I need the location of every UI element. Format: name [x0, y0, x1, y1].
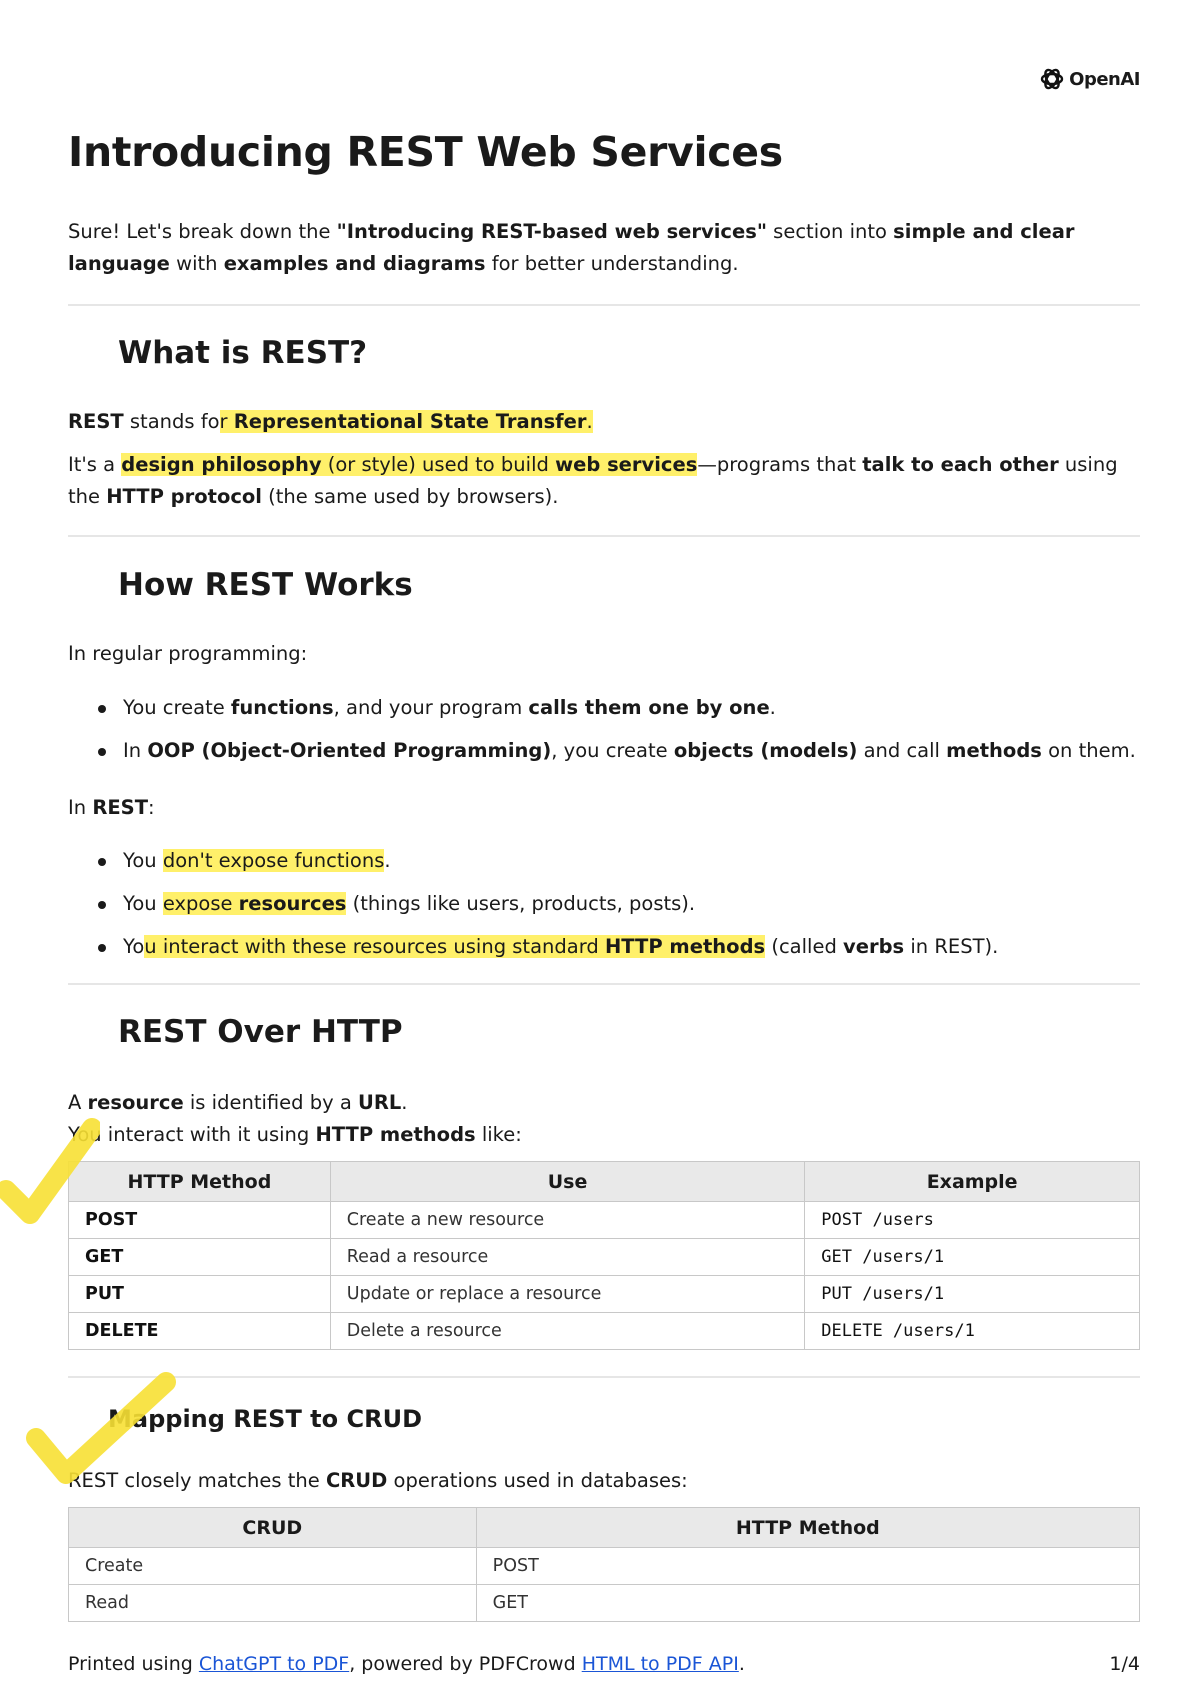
table-cell: Create a new resource	[330, 1202, 805, 1239]
table-cell: PUT	[69, 1276, 331, 1313]
crud-mapping-table	[68, 1507, 1140, 1622]
list-item: You expose resources (things like users, products, posts).	[68, 888, 1140, 920]
table-cell: GET	[476, 1585, 1139, 1622]
table-cell: Create	[69, 1548, 477, 1585]
table-cell: POST /users	[805, 1202, 1140, 1239]
list-item: You don't expose functions.	[68, 845, 1140, 877]
table-header: Example	[805, 1162, 1140, 1202]
table-row	[69, 1313, 1140, 1350]
table-cell: DELETE /users/1	[805, 1313, 1140, 1350]
chatgpt-to-pdf-link[interactable]: ChatGPT to PDF	[198, 1653, 350, 1675]
table-row	[69, 1239, 1140, 1276]
list-item: You create functions, and your program calls them one by one.	[68, 692, 1140, 724]
table-cell: GET	[69, 1239, 331, 1276]
section-heading-rest-over-http: REST Over HTTP	[118, 1014, 403, 1050]
divider	[68, 983, 1140, 985]
table-cell: PUT /users/1	[805, 1276, 1140, 1313]
divider	[68, 1376, 1140, 1378]
rest-description: It's a design philosophy (or style) used to build web services—programs that talk to each other using the HTTP protocol (the same used by browsers).	[68, 453, 1118, 508]
table-cell: DELETE	[69, 1313, 331, 1350]
table-cell: POST	[476, 1548, 1139, 1585]
table-cell: Update or replace a resource	[330, 1276, 805, 1313]
html-to-pdf-api-link[interactable]: HTML to PDF API	[581, 1653, 739, 1675]
table-cell: GET /users/1	[805, 1239, 1140, 1276]
table-header: Use	[330, 1162, 805, 1202]
table-row	[69, 1276, 1140, 1313]
table-header: HTTP Method	[69, 1162, 331, 1202]
http-methods-table	[68, 1161, 1140, 1350]
rest-definition: REST stands for Representational State Transfer.	[68, 410, 593, 433]
openai-knot-icon	[1039, 66, 1065, 92]
in-rest-list	[68, 845, 1140, 974]
resource-description: A resource is identified by a URL. You interact with it using HTTP methods like:	[68, 1091, 522, 1146]
table-cell: Read a resource	[330, 1239, 805, 1276]
page-number: 1/4	[1109, 1653, 1140, 1675]
section-heading-how-rest-works: How REST Works	[118, 567, 413, 603]
regular-programming-list	[68, 692, 1140, 778]
list-item: In OOP (Object-Oriented Programming), you create objects (models) and call methods on them.	[68, 735, 1140, 767]
checkmark-icon	[0, 1118, 100, 1228]
print-footer	[68, 1653, 1140, 1675]
table-row	[69, 1202, 1140, 1239]
divider	[68, 304, 1140, 306]
document-page	[68, 0, 1140, 1698]
openai-logo	[1039, 66, 1140, 92]
table-cell: Read	[69, 1585, 477, 1622]
table-row	[69, 1548, 1140, 1585]
table-cell: Delete a resource	[330, 1313, 805, 1350]
table-header: CRUD	[69, 1508, 477, 1548]
page-title: Introducing REST Web Services	[68, 128, 783, 176]
section-heading-mapping-rest-to-crud: Mapping REST to CRUD	[108, 1405, 422, 1433]
intro-paragraph: Sure! Let's break down the "Introducing REST-based web services" section into simple and clear language with examples and diagrams for better understanding.	[68, 220, 1075, 275]
logo-text: OpenAI	[1069, 68, 1140, 90]
divider	[68, 535, 1140, 537]
checkmark-icon	[26, 1368, 176, 1488]
table-header: HTTP Method	[476, 1508, 1139, 1548]
section-heading-what-is-rest: What is REST?	[118, 335, 368, 371]
list-item: You interact with these resources using standard HTTP methods (called verbs in REST).	[68, 931, 1140, 963]
regular-programming-intro: In regular programming:	[68, 642, 308, 665]
table-cell: POST	[69, 1202, 331, 1239]
in-rest-intro: In REST:	[68, 796, 155, 819]
footer-credit: Printed using ChatGPT to PDF, powered by PDFCrowd HTML to PDF API.	[68, 1653, 745, 1675]
crud-description: REST closely matches the CRUD operations used in databases:	[68, 1469, 688, 1492]
table-row	[69, 1585, 1140, 1622]
